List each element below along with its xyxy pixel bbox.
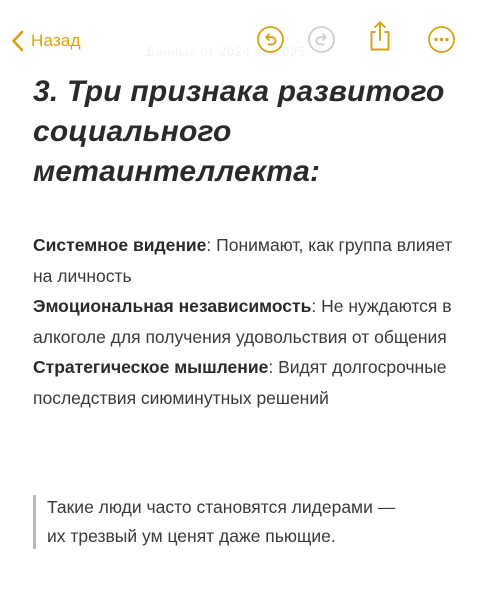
- blockquote: [33, 493, 453, 551]
- share-button[interactable]: [365, 21, 395, 51]
- redo-button[interactable]: [306, 24, 336, 54]
- item-text: Понимают, как группа влияет на личность: [33, 235, 453, 286]
- share-icon: [367, 20, 393, 52]
- item-term: Системное видение: [33, 235, 207, 255]
- quote-line: их трезвый ум ценят даже пьющие.: [47, 526, 336, 546]
- note-heading: 3. Три признака развитого социального метаинтеллекта:: [33, 75, 445, 188]
- item-separator: :: [206, 235, 217, 255]
- list-item: [33, 230, 453, 291]
- undo-button[interactable]: [255, 24, 285, 54]
- list-item: [33, 352, 453, 413]
- more-button[interactable]: [426, 24, 456, 54]
- item-term: Эмоциональная независимость: [33, 296, 312, 316]
- redo-icon: [307, 25, 336, 54]
- back-label: Назад: [31, 31, 81, 50]
- item-text: Видят долгосрочные последствия сиюминутных решений: [33, 357, 447, 408]
- quote-text: [47, 493, 447, 551]
- item-term: Стратегическое мышление: [33, 357, 269, 377]
- background-text: Данные от 2024 по 2025: [146, 44, 306, 59]
- note-body: [33, 230, 453, 413]
- item-separator: :: [268, 357, 279, 377]
- undo-icon: [256, 25, 285, 54]
- quote-line: Такие люди часто становятся лидерами —: [47, 497, 396, 517]
- back-button[interactable]: [11, 26, 81, 56]
- top-navigation-bar: [0, 0, 481, 82]
- quote-bar: [33, 495, 36, 549]
- item-text: Не нуждаются в алкоголе для получения удовольствия от общения: [33, 296, 452, 347]
- more-icon: [427, 25, 456, 54]
- list-item: [33, 291, 453, 352]
- chevron-left-icon: [11, 30, 24, 52]
- item-separator: :: [311, 296, 322, 316]
